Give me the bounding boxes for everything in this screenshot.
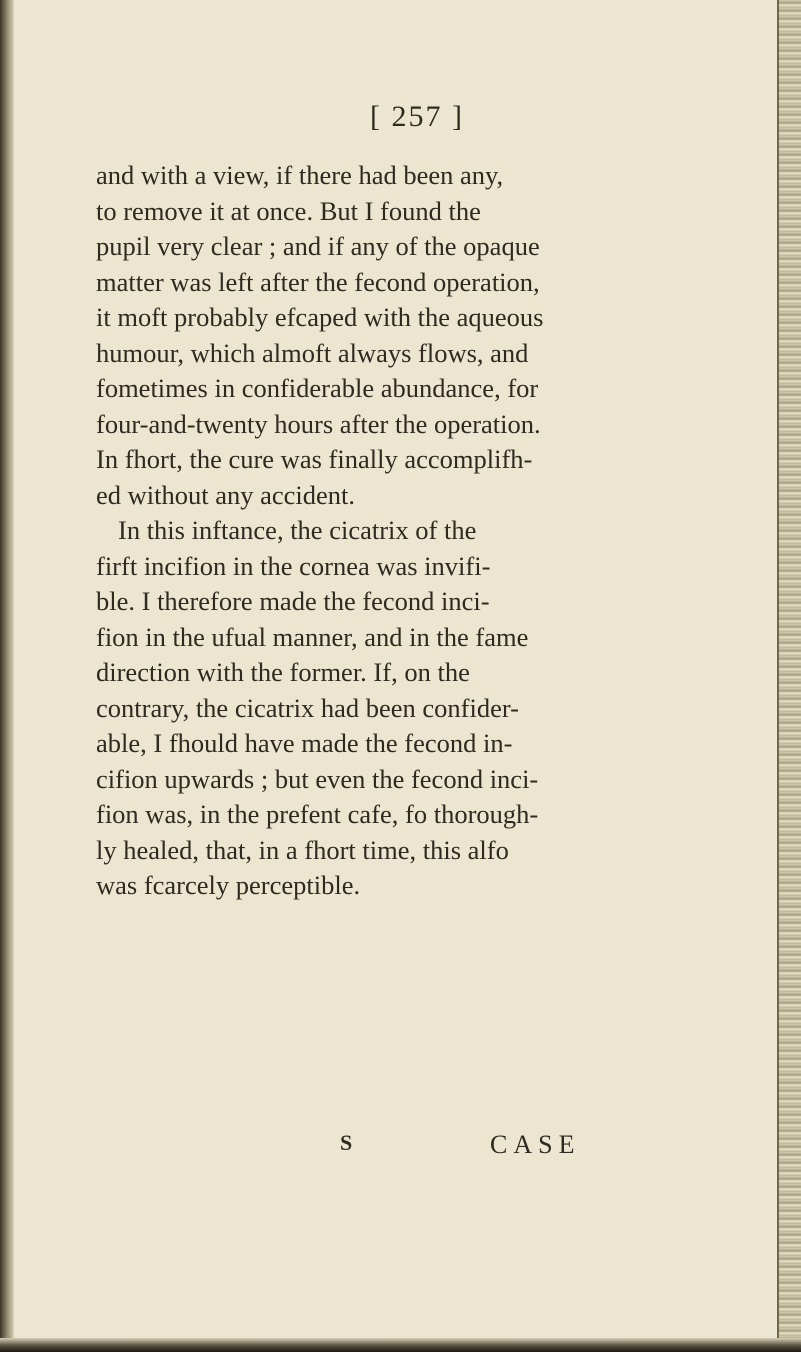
page-edge-right bbox=[777, 0, 801, 1352]
text-line: ly healed, that, in a fhort time, this alfo bbox=[96, 834, 509, 865]
catchword: CASE bbox=[490, 1130, 581, 1159]
text-line: it moft probably efcaped with the aqueous bbox=[96, 302, 544, 332]
text-line: fion was, in the prefent cafe, fo thorough- bbox=[96, 799, 539, 829]
text-line: cifion upwards ; but even the fecond inci- bbox=[96, 763, 539, 794]
text-line: ble. I therefore made the fecond inci- bbox=[96, 586, 490, 616]
paragraph-first-line: In this inftance, the cicatrix of the bbox=[118, 515, 477, 545]
text-line: direction with the former. If, on the bbox=[96, 657, 470, 687]
text-line: humour, which almoft always flows, and bbox=[96, 337, 529, 368]
text-line: In fhort, the cure was finally accomplifh- bbox=[96, 444, 533, 474]
signature-mark: S bbox=[340, 1130, 353, 1155]
text-line: ed without any accident. bbox=[96, 479, 356, 510]
text-line: fion in the ufual manner, and in the fame bbox=[96, 621, 529, 652]
text-line: four-and-twenty hours after the operation. bbox=[96, 408, 541, 439]
page-gutter-shadow bbox=[0, 0, 14, 1352]
text-line: firft incifion in the cornea was invifi- bbox=[96, 550, 491, 581]
text-line: pupil very clear ; and if any of the opaque bbox=[96, 231, 540, 261]
body-text bbox=[96, 158, 656, 904]
text-line: fometimes in confiderable abundance, for bbox=[96, 373, 539, 403]
text-line: was fcarcely perceptible. bbox=[96, 870, 361, 900]
page-number-header: [ 257 ] bbox=[370, 100, 464, 133]
text-line: to remove it at once. But I found the bbox=[96, 195, 481, 226]
text-line: able, I fhould have made the fecond in- bbox=[96, 728, 513, 758]
text-line: matter was left after the fecond operation, bbox=[96, 266, 540, 297]
text-line: contrary, the cicatrix had been confider- bbox=[96, 692, 520, 723]
text-line: and with a view, if there had been any, bbox=[96, 160, 504, 190]
page-edge-bottom bbox=[0, 1338, 801, 1352]
